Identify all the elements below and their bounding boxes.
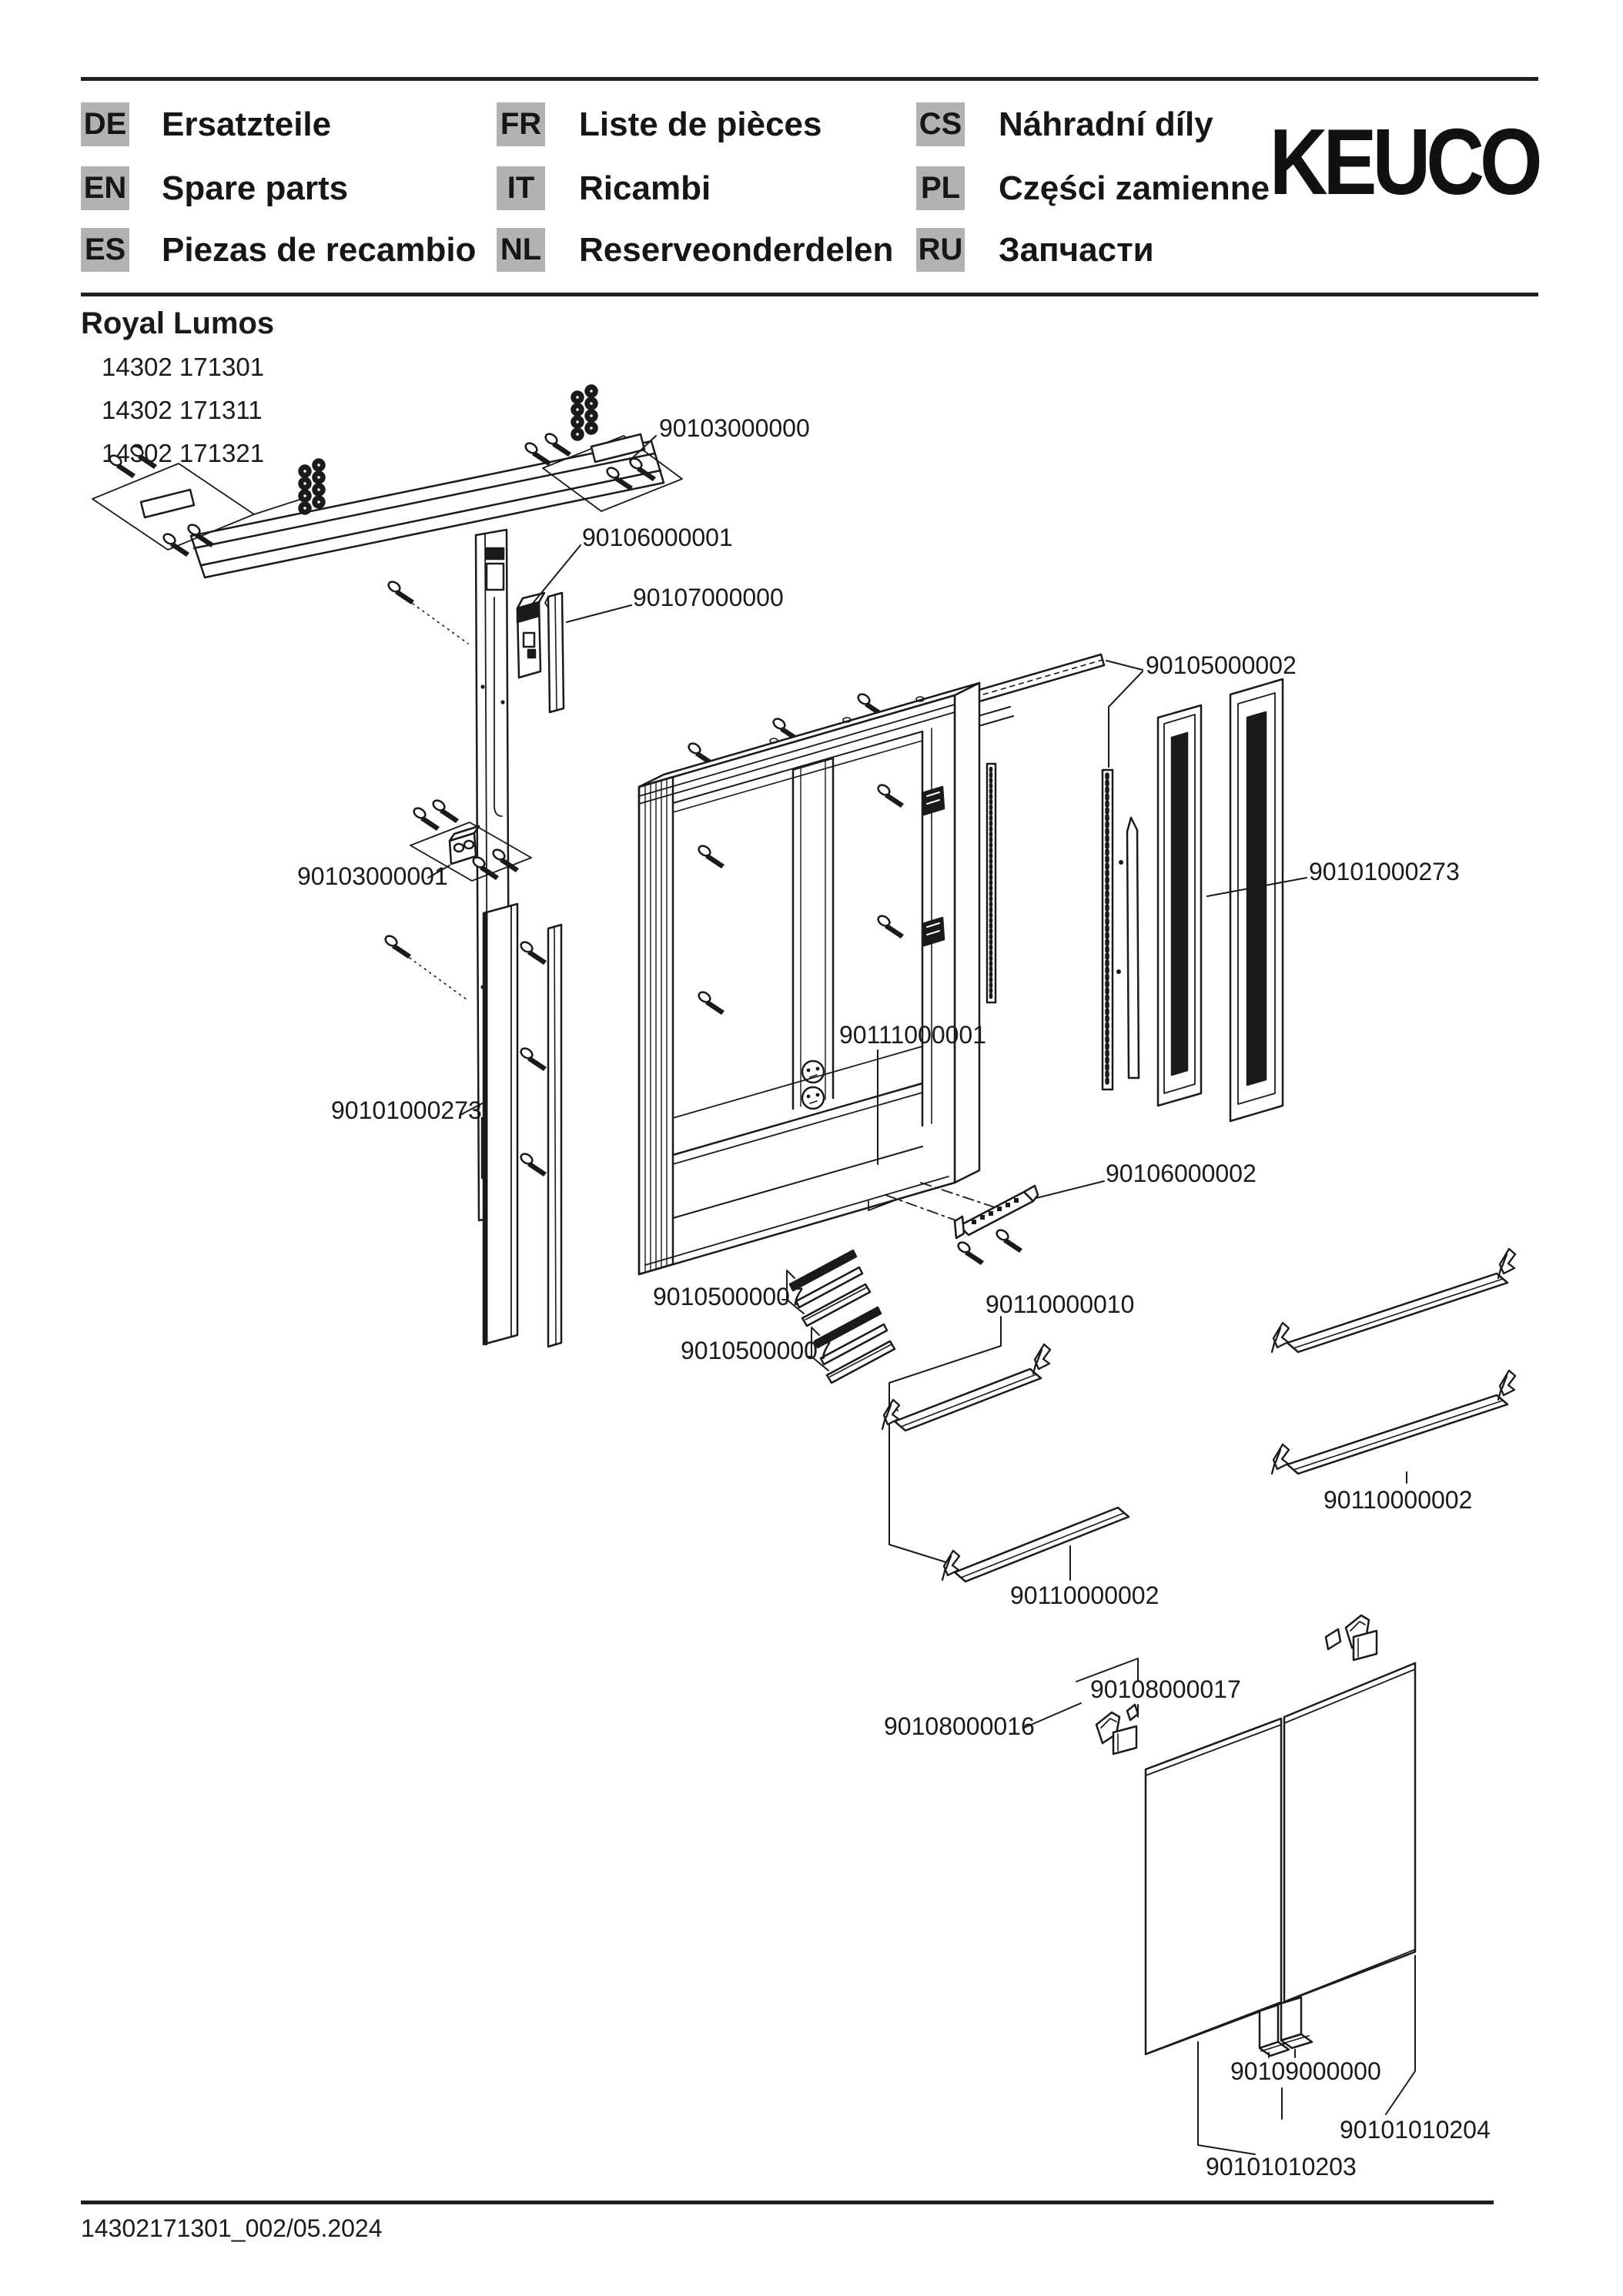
lang-label-fr: Liste de pièces <box>579 105 822 143</box>
side-panel-right-inner <box>1158 705 1201 1106</box>
lang-label-cs: Náhradní díly <box>999 105 1213 143</box>
cover-profile <box>545 593 631 712</box>
footer-rule <box>81 2201 1494 2204</box>
glass-shelves-right <box>1272 1249 1515 1483</box>
part-label-hinge-right: 90108000017 <box>1090 1675 1241 1703</box>
v-profile-strip <box>1116 818 1139 1078</box>
part-label-door-stopper: 90109000000 <box>1230 2057 1381 2085</box>
lang-badge-pl: PL <box>916 166 965 210</box>
part-label-mirror-door-right: 90101010204 <box>1340 2116 1491 2144</box>
product-model-3: 14302 171321 <box>102 439 265 467</box>
lang-badge-cs: CS <box>916 102 965 146</box>
part-label-side-panel-left: 90101000273 <box>331 1096 482 1124</box>
lang-badge-it: IT <box>497 166 545 210</box>
lang-label-pl: Części zamienne <box>999 169 1270 207</box>
lang-badge-ru: RU <box>916 228 965 272</box>
part-label-light-profile: 90105000002 <box>1146 651 1297 679</box>
lang-label-nl: Reserveonderdelen <box>579 231 894 269</box>
part-label-clamp-upper: 90105000007 <box>653 1283 804 1310</box>
product-model-1: 14302 171301 <box>102 353 265 381</box>
part-label-mounting-rail: 90103000000 <box>659 414 810 442</box>
footer-doc-id: 14302171301_002/05.2024 <box>81 2214 383 2242</box>
part-label-glass-shelf-right: 90110000002 <box>1323 1486 1473 1514</box>
lang-badge-fr: FR <box>497 102 545 146</box>
part-label-hinge-left: 90108000016 <box>884 1712 1035 1740</box>
lang-label-en: Spare parts <box>162 169 349 207</box>
part-label-cover-profile: 90107000000 <box>633 584 784 611</box>
part-label-fixing-bracket: 90103000001 <box>297 862 448 890</box>
side-panel-left <box>460 904 561 1347</box>
lang-badge-es: ES <box>81 228 129 272</box>
part-label-contact-rail: 90106000002 <box>1106 1160 1257 1187</box>
lang-badge-en: EN <box>81 166 129 210</box>
cabinet-body <box>639 683 996 1274</box>
lang-label-de: Ersatzteile <box>162 105 332 143</box>
part-label-power-unit: 90106000001 <box>582 524 733 551</box>
part-label-glass-shelf-wide: 90110000010 <box>986 1290 1135 1318</box>
lang-label-it: Ricambi <box>579 169 711 207</box>
part-label-socket-module: 90111000001 <box>839 1021 987 1049</box>
part-label-mirror-door-left: 90101010203 <box>1206 2153 1357 2181</box>
keuco-logo: KEUCO <box>1270 109 1538 214</box>
side-panel-right-outer <box>1207 679 1307 1121</box>
glass-shelves-left <box>882 1317 1129 1581</box>
lang-badge-de: DE <box>81 102 129 146</box>
part-label-glass-shelf-left: 90110000002 <box>1010 1581 1160 1609</box>
lang-badge-nl: NL <box>497 228 545 272</box>
lang-label-es: Piezas de recambio <box>162 231 477 269</box>
part-label-side-panel-right: 90101000273 <box>1309 858 1460 885</box>
led-strip <box>1103 770 1113 1089</box>
product-title: Royal Lumos <box>81 306 275 340</box>
mirror-doors <box>1146 1663 1415 2054</box>
product-model-2: 14302 171311 <box>102 396 263 424</box>
lang-label-ru: Запчасти <box>999 231 1154 269</box>
part-label-clamp-lower: 90105000007 <box>681 1337 832 1364</box>
